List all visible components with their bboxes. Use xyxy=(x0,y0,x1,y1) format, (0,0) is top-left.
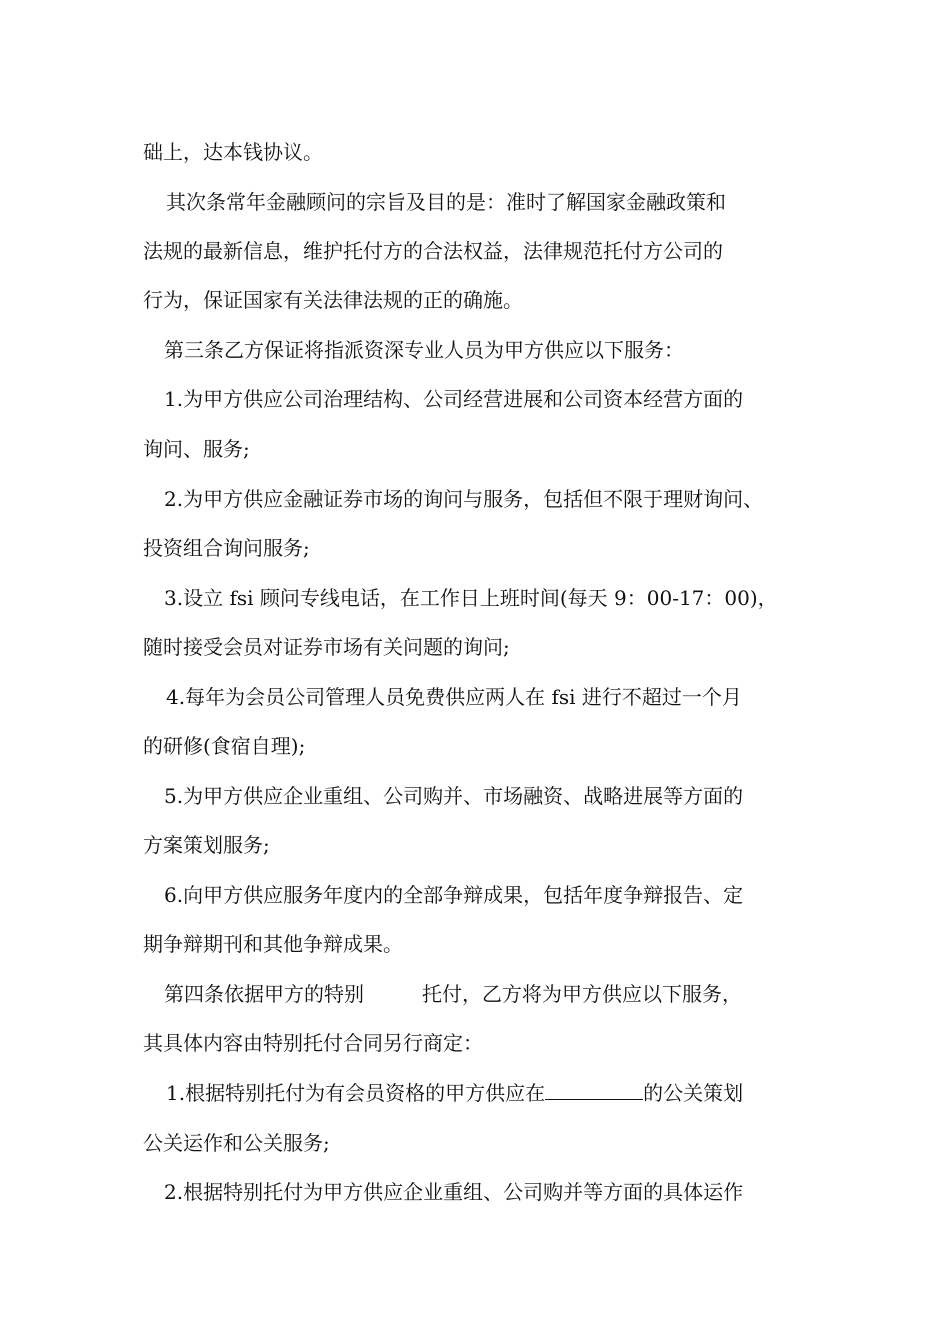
list-item-line: 1.为甲方供应公司治理结构、公司经营进展和公司资本经营方面的 xyxy=(164,387,744,411)
list-item-text-end: 的公关策划 xyxy=(643,1081,744,1105)
list-item-line: 5.为甲方供应企业重组、公司购并、市场融资、战略进展等方面的 xyxy=(164,784,744,808)
list-item-line: 询问、服务; xyxy=(143,437,250,461)
paragraph-line: 其次条常年金融顾问的宗旨及目的是：准时了解国家金融政策和 xyxy=(166,190,726,214)
list-item-text-start: 1.根据特别托付为有会员资格的甲方供应在 xyxy=(166,1081,546,1105)
paragraph-line: 法规的最新信息，维护托付方的合法权益，法律规范托付方公司的 xyxy=(143,239,723,263)
list-item-line: 2.根据特别托付为甲方供应企业重组、公司购并等方面的具体运作 xyxy=(164,1180,744,1204)
fill-in-blank xyxy=(545,1081,643,1100)
list-item-line: 期争辩期刊和其他争辩成果。 xyxy=(143,932,403,956)
list-item-line: 3.设立 fsi 顾问专线电话，在工作日上班时间(每天 9：00-17：00)， xyxy=(164,586,778,610)
paragraph-line: 础上，达本钱协议。 xyxy=(143,140,323,164)
paragraph-text-start: 第四条依据甲方的特别 xyxy=(164,982,364,1006)
list-item-line: 公关运作和公关服务; xyxy=(143,1131,330,1155)
list-item-line: 4.每年为会员公司管理人员免费供应两人在 fsi 进行不超过一个月 xyxy=(166,685,742,709)
list-item-line: 2.为甲方供应金融证券市场的询问与服务，包括但不限于理财询问、 xyxy=(164,487,764,511)
paragraph-line: 行为，保证国家有关法律法规的正的确施。 xyxy=(143,288,523,312)
paragraph-line: 第三条乙方保证将指派资深专业人员为甲方供应以下服务： xyxy=(164,338,684,362)
list-item-line: 随时接受会员对证券市场有关问题的询问; xyxy=(143,635,510,659)
list-item-line: 的研修(食宿自理); xyxy=(143,734,306,758)
paragraph-line: 其具体内容由特别托付合同另行商定： xyxy=(143,1031,483,1055)
list-item-line: 方案策划服务; xyxy=(143,833,270,857)
list-item-line: 6.向甲方供应服务年度内的全部争辩成果，包括年度争辩报告、定 xyxy=(164,883,744,907)
list-item-line xyxy=(166,1079,743,1107)
paragraph-line xyxy=(164,980,742,1008)
list-item-line: 投资组合询问服务; xyxy=(143,536,310,560)
paragraph-text-end: 托付，乙方将为甲方供应以下服务， xyxy=(422,982,742,1006)
